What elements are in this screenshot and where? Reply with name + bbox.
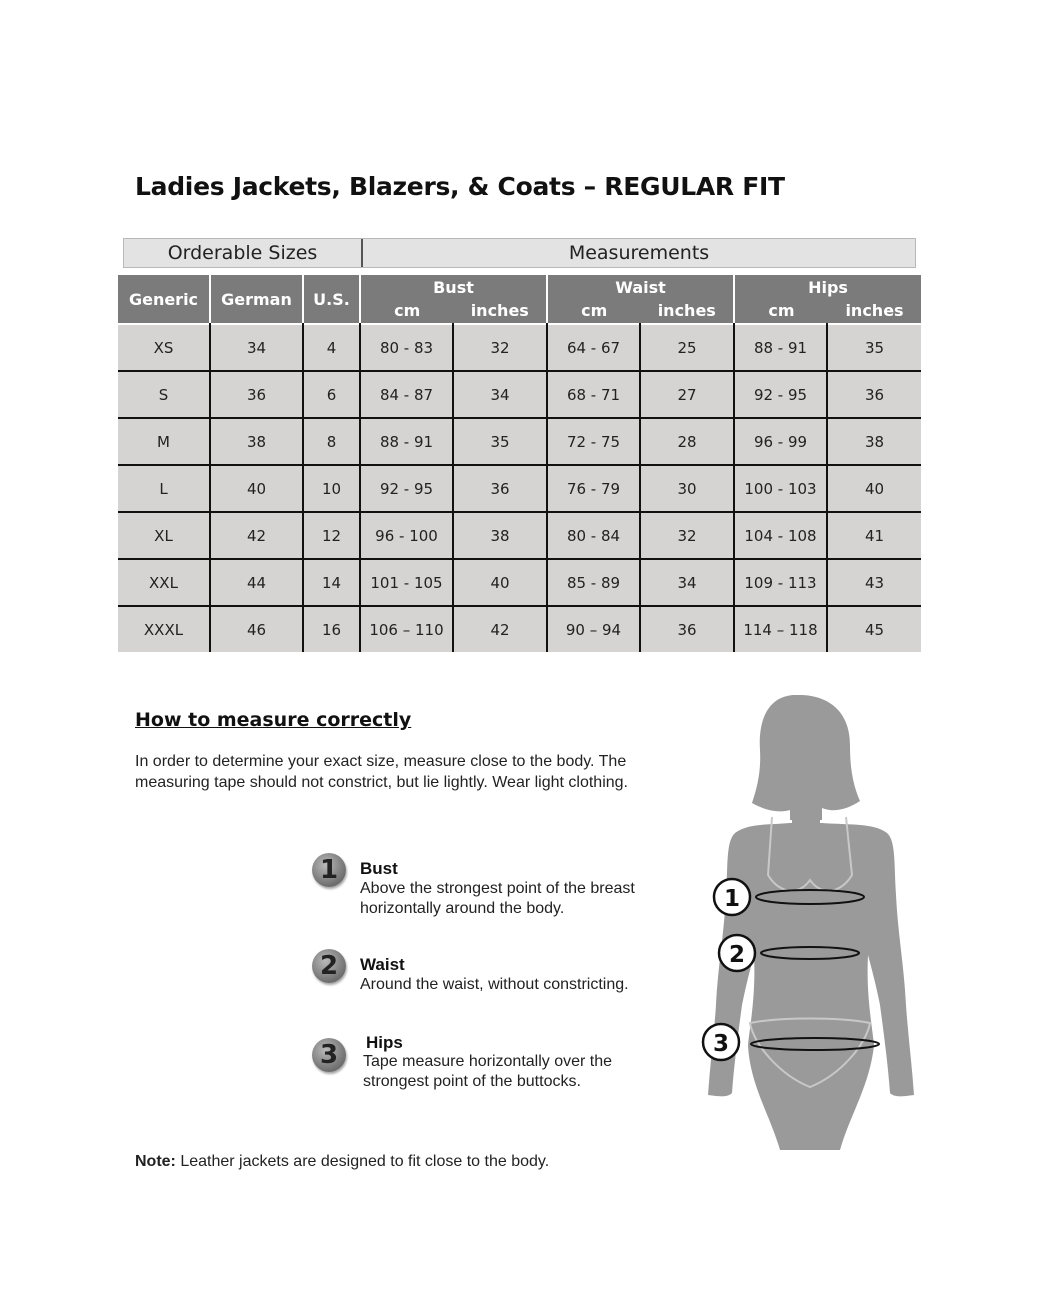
table-cell: 72 - 75 (547, 418, 640, 465)
note-label: Note: (135, 1153, 176, 1170)
table-cell: XS (118, 324, 210, 371)
table-cell: 80 - 84 (547, 512, 640, 559)
table-cell: 40 (827, 465, 921, 512)
step-waist-title: Waist (360, 955, 405, 974)
table-cell: 96 - 99 (734, 418, 827, 465)
table-cell: 35 (827, 324, 921, 371)
figure-marker-3 (703, 1024, 739, 1060)
figure-marker-2 (719, 935, 755, 971)
table-cell: 92 - 95 (734, 371, 827, 418)
table-cell: 34 (210, 324, 303, 371)
table-cell: 32 (453, 324, 547, 371)
table-cell: S (118, 371, 210, 418)
table-row (118, 559, 921, 606)
table-cell: 90 – 94 (547, 606, 640, 652)
table-cell: XXL (118, 559, 210, 606)
leather-note (135, 1153, 549, 1171)
size-chart-body (118, 323, 921, 652)
table-cell: 114 – 118 (734, 606, 827, 652)
table-cell: 4 (303, 324, 360, 371)
table-cell: 88 - 91 (360, 418, 453, 465)
step-number-1-icon: 1 (312, 853, 346, 887)
table-cell: XL (118, 512, 210, 559)
table-cell: 36 (640, 606, 734, 652)
table-row (118, 324, 921, 371)
header-bust (360, 275, 547, 323)
table-cell: 38 (210, 418, 303, 465)
header-hips (734, 275, 921, 323)
header-german: German (210, 275, 303, 323)
header-us: U.S. (303, 275, 360, 323)
table-cell: 106 – 110 (360, 606, 453, 652)
table-cell: 109 - 113 (734, 559, 827, 606)
table-cell: 38 (827, 418, 921, 465)
table-cell: 43 (827, 559, 921, 606)
table-cell: 34 (453, 371, 547, 418)
size-chart-table (118, 275, 921, 323)
table-cell: 8 (303, 418, 360, 465)
table-row (118, 465, 921, 512)
table-cell: 14 (303, 559, 360, 606)
table-cell: 104 - 108 (734, 512, 827, 559)
step-waist-desc: Around the waist, without constricting. (360, 976, 629, 993)
figure-marker-1 (714, 879, 750, 915)
table-cell: 92 - 95 (360, 465, 453, 512)
header-hips-label: Hips (808, 278, 848, 297)
table-cell: 12 (303, 512, 360, 559)
table-cell: 84 - 87 (360, 371, 453, 418)
table-cell: M (118, 418, 210, 465)
table-cell: 34 (640, 559, 734, 606)
header-bust-label: Bust (433, 278, 474, 297)
table-cell: 101 - 105 (360, 559, 453, 606)
page-title: Ladies Jackets, Blazers, & Coats – REGULAR FIT (135, 172, 785, 201)
column-group-bar (123, 238, 916, 268)
table-cell: 76 - 79 (547, 465, 640, 512)
table-row (118, 512, 921, 559)
table-cell: 28 (640, 418, 734, 465)
step-number-3-icon: 3 (312, 1038, 346, 1072)
step-number-2-icon: 2 (312, 949, 346, 983)
step-bust-desc: Above the strongest point of the breast horizontally around the body. (360, 880, 635, 917)
table-cell: 40 (453, 559, 547, 606)
header-waist-inches: inches (657, 301, 716, 320)
header-bust-inches: inches (470, 301, 529, 320)
table-cell: 45 (827, 606, 921, 652)
header-hips-inches: inches (845, 301, 904, 320)
table-cell: 38 (453, 512, 547, 559)
header-waist (547, 275, 734, 323)
table-header-row (118, 275, 921, 323)
body-silhouette-figure (690, 695, 930, 1150)
table-row (118, 606, 921, 652)
header-bust-cm: cm (394, 301, 421, 320)
figure-marker-3-label: 3 (712, 1031, 730, 1057)
table-cell: 100 - 103 (734, 465, 827, 512)
table-cell: 30 (640, 465, 734, 512)
table-cell: 42 (453, 606, 547, 652)
table-cell: XXXL (118, 606, 210, 652)
table-cell: L (118, 465, 210, 512)
header-waist-label: Waist (615, 278, 666, 297)
table-cell: 36 (827, 371, 921, 418)
table-cell: 6 (303, 371, 360, 418)
howto-title: How to measure correctly (135, 709, 412, 731)
note-text: Leather jackets are designed to fit close to the body. (175, 1153, 550, 1170)
table-cell: 46 (210, 606, 303, 652)
table-cell: 40 (210, 465, 303, 512)
table-cell: 41 (827, 512, 921, 559)
step-hips-desc: Tape measure horizontally over the strongest point of the buttocks. (363, 1053, 613, 1090)
table-cell: 36 (210, 371, 303, 418)
table-cell: 27 (640, 371, 734, 418)
group-orderable-sizes: Orderable Sizes (124, 239, 363, 267)
figure-marker-1-label: 1 (723, 886, 741, 912)
header-hips-cm: cm (768, 301, 795, 320)
table-cell: 36 (453, 465, 547, 512)
table-row (118, 371, 921, 418)
step-bust-title: Bust (360, 859, 398, 878)
table-cell: 64 - 67 (547, 324, 640, 371)
table-cell: 85 - 89 (547, 559, 640, 606)
table-cell: 80 - 83 (360, 324, 453, 371)
table-cell: 10 (303, 465, 360, 512)
header-waist-cm: cm (581, 301, 608, 320)
table-cell: 68 - 71 (547, 371, 640, 418)
howto-intro: In order to determine your exact size, measure close to the body. The measuring tape should not constrict, but lie lightly. Wear light clothing. (135, 753, 628, 791)
group-measurements: Measurements (568, 242, 710, 264)
table-cell: 96 - 100 (360, 512, 453, 559)
table-cell: 35 (453, 418, 547, 465)
table-row (118, 418, 921, 465)
figure-marker-2-label: 2 (728, 942, 746, 968)
table-cell: 16 (303, 606, 360, 652)
header-generic: Generic (118, 275, 210, 323)
table-cell: 44 (210, 559, 303, 606)
table-cell: 88 - 91 (734, 324, 827, 371)
step-hips-title: Hips (366, 1033, 403, 1052)
table-cell: 25 (640, 324, 734, 371)
table-cell: 42 (210, 512, 303, 559)
table-cell: 32 (640, 512, 734, 559)
